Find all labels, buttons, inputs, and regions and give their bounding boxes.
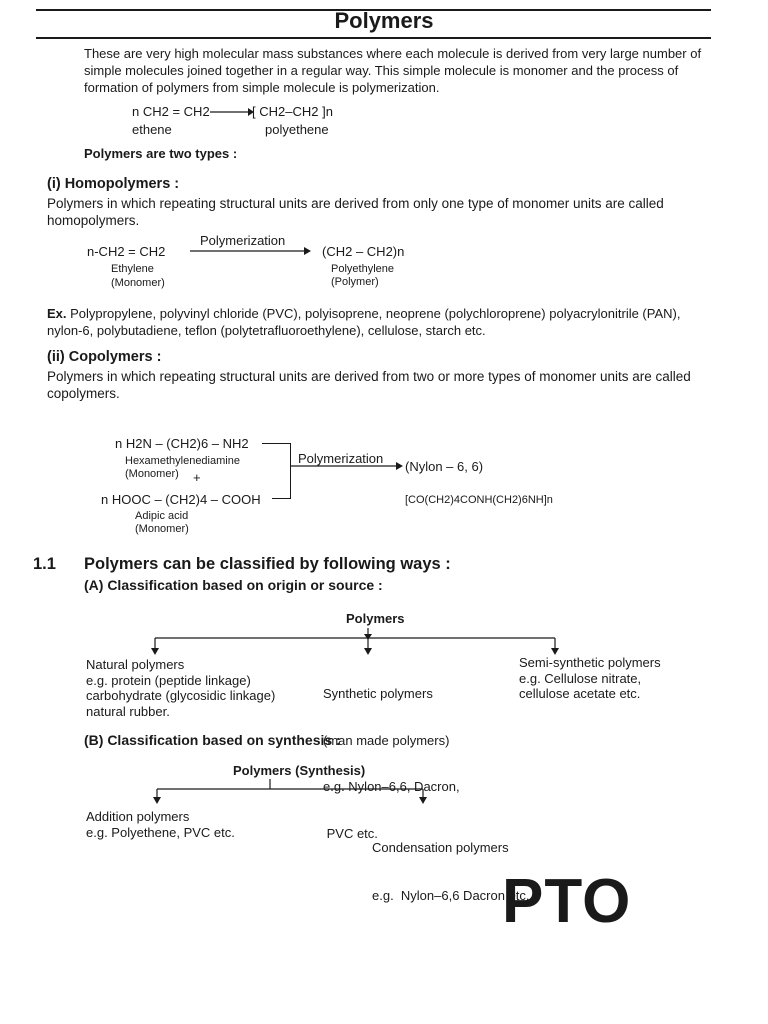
natural-line: carbohydrate (glycosidic linkage) [86, 688, 276, 703]
copoly-arrow-label: Polymerization [298, 451, 384, 466]
copoly-monomer1: n H2N – (CH2)6 – NH2 [115, 436, 249, 451]
synthetic-line: (man made polymers) [323, 732, 450, 748]
homo-product-name: Polyethylene [331, 263, 394, 275]
homo-arrow [190, 245, 312, 257]
section-number: 1.1 [33, 555, 56, 573]
class-b-tree [0, 779, 768, 807]
copoly-monomer1-name: Hexamethylenediamine [125, 455, 240, 467]
homo-arrow-label: Polymerization [200, 233, 286, 248]
class-b-addition [86, 809, 235, 841]
examples-text: Polypropylene, polyvinyl chloride (PVC), polyisoprene, neoprene (polychloroprene) polyacrylonitrile (PAN), nylon-6, polybutadiene, teflon (polytetrafluoroethylene), cellulose, starch etc. [47, 306, 681, 338]
homopolymers-heading: (i) Homopolymers : [47, 176, 180, 192]
pto-label: PTO [502, 867, 632, 936]
class-a-heading: (A) Classification based on origin or source : [84, 577, 383, 593]
copoly-monomer1-role: (Monomer) [125, 468, 179, 480]
copoly-arrow [290, 460, 404, 472]
addition-title: Addition polymers [86, 809, 190, 824]
class-a-semi-synthetic [519, 655, 661, 702]
natural-line: e.g. protein (peptide linkage) [86, 672, 251, 688]
addition-line: e.g. Polyethene, PVC etc. [86, 825, 235, 840]
semi-synthetic-title: Semi-synthetic polymers [519, 655, 661, 670]
class-a-tree [0, 628, 768, 658]
class-b-heading: (B) Classification based on synthesis : [84, 732, 341, 748]
title-underline [36, 37, 711, 39]
types-line: Polymers are two types : [84, 146, 238, 161]
copolymers-text: Polymers in which repeating structural units are derived from two or more types of monomer units are called copolymers. [47, 369, 691, 401]
condensation-line: e.g. Nylon–6,6 Dacron etc. [372, 888, 530, 903]
homo-reactant: n-CH2 = CH2 [87, 244, 166, 259]
copolymers-heading: (ii) Copolymers : [47, 349, 162, 365]
copoly-monomer2: n HOOC – (CH2)4 – COOH [101, 492, 261, 507]
eq1-product-label: polyethene [265, 122, 329, 137]
synthetic-line: e.g. Nylon–6,6, Dacron, [323, 779, 460, 794]
synthetic-line: PVC etc. [323, 825, 378, 841]
copoly-bracket-top [262, 443, 291, 444]
eq1-reactant-label: ethene [132, 122, 172, 137]
section-title: Polymers can be classified by following ways : [84, 555, 451, 573]
eq1-arrow [210, 106, 254, 118]
class-a-root: Polymers [346, 611, 405, 626]
semi-synthetic-line: cellulose acetate etc. [519, 686, 641, 701]
copoly-product-formula: [CO(CH2)4CONH(CH2)6NH]n [405, 494, 553, 506]
homo-product-role: (Polymer) [331, 276, 379, 288]
homo-reactant-name: Ethylene [111, 263, 154, 275]
copoly-bracket-bottom [272, 498, 291, 499]
intro-paragraph: These are very high molecular mass substances where each molecule is derived from very large number of simple molecules joined together in a regular way. This simple molecule is monomer and the process of formation of polymers from simple molecule is polymerization. [84, 46, 702, 95]
examples-prefix: Ex. [47, 306, 67, 321]
homo-product: (CH2 – CH2)n [322, 244, 405, 259]
class-b-root: Polymers (Synthesis) [233, 763, 366, 778]
semi-synthetic-line: e.g. Cellulose nitrate, [519, 670, 642, 686]
natural-title: Natural polymers [86, 657, 185, 672]
homopolymers-text: Polymers in which repeating structural units are derived from only one type of monomer units are called homopolymers. [47, 196, 664, 228]
copoly-monomer2-role: (Monomer) [135, 523, 189, 535]
condensation-title: Condensation polymers [372, 840, 509, 855]
copoly-monomer2-name: Adipic acid [135, 510, 189, 522]
class-a-natural [86, 657, 275, 719]
copoly-plus: + [193, 470, 201, 485]
eq1-product: [ CH2–CH2 ]n [252, 104, 333, 119]
synthetic-title: Synthetic polymers [323, 686, 433, 701]
homo-reactant-role: (Monomer) [111, 277, 165, 289]
eq1-reactant: n CH2 = CH2 [132, 104, 210, 119]
natural-line: natural rubber. [86, 703, 170, 719]
copoly-product: (Nylon – 6, 6) [405, 459, 484, 474]
page-title: Polymers [334, 8, 434, 33]
homo-examples [47, 305, 719, 339]
